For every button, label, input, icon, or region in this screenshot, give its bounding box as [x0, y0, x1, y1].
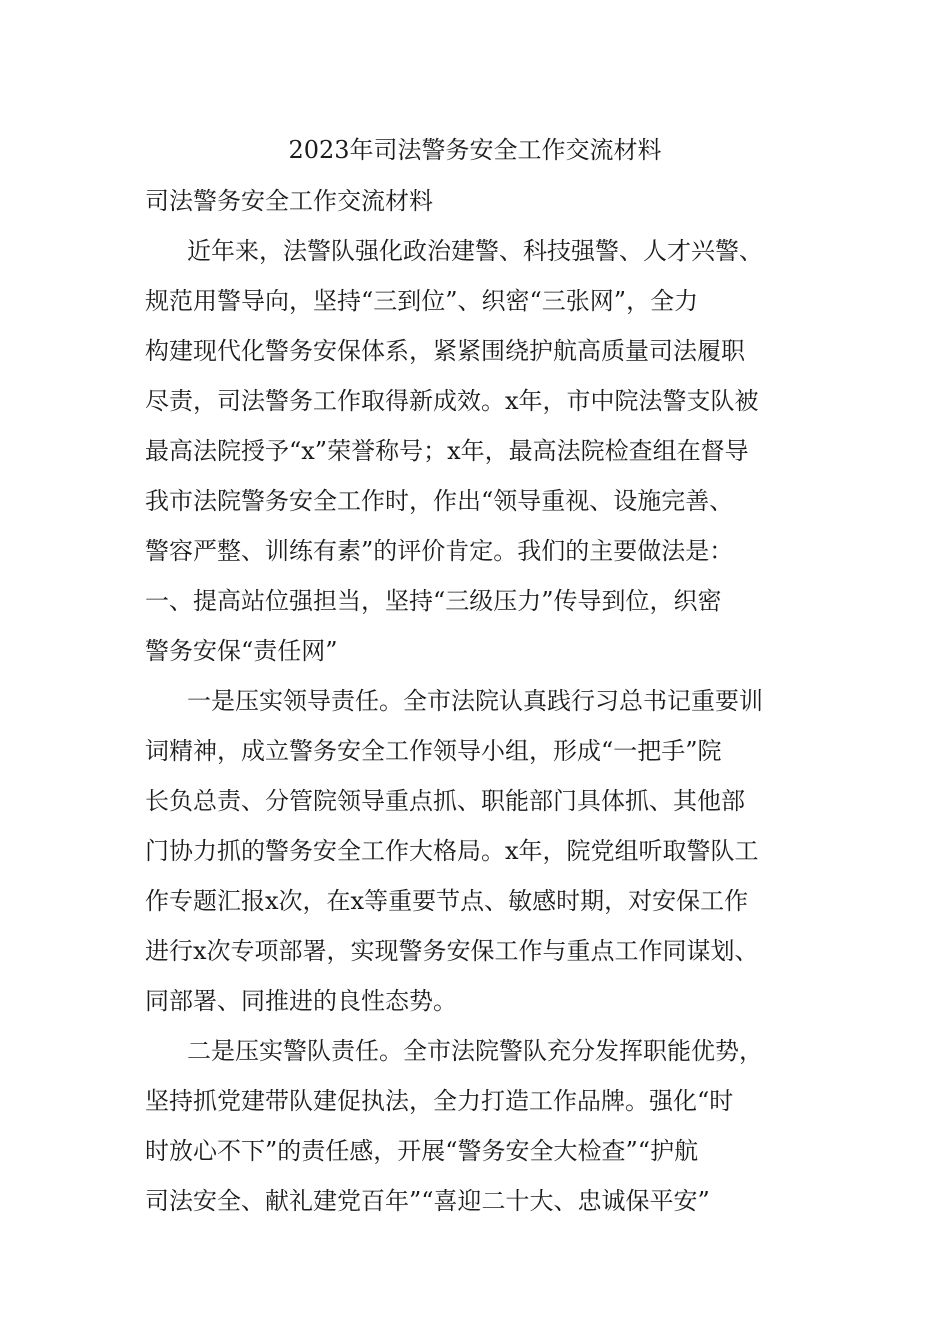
- paragraph-line: 最高法院授予“x”荣誉称号；x年，最高法院检查组在督导: [145, 437, 749, 465]
- paragraph-line: 同部署、同推进的良性态势。: [145, 987, 457, 1015]
- section-heading-line: 一、提高站位强担当，坚持“三级压力”传导到位，织密: [145, 587, 722, 615]
- paragraph-line: 进行x次专项部署，实现警务安保工作与重点工作同谋划、: [145, 937, 759, 965]
- paragraph-line: 坚持抓党建带队建促执法，全力打造工作品牌。强化“时: [145, 1087, 734, 1115]
- paragraph-line: 长负总责、分管院领导重点抓、职能部门具体抓、其他部: [145, 787, 745, 815]
- paragraph-line: 近年来，法警队强化政治建警、科技强警、人才兴警、: [187, 237, 763, 265]
- paragraph-line: 我市法院警务安全工作时，作出“领导重视、设施完善、: [145, 487, 734, 515]
- paragraph-line: 词精神，成立警务安全工作领导小组，形成“一把手”院: [145, 737, 722, 765]
- paragraph-line: 二是压实警队责任。全市法院警队充分发挥职能优势，: [187, 1037, 763, 1065]
- paragraph-line: 门协力抓的警务安全工作大格局。x年，院党组听取警队工: [145, 837, 759, 865]
- document-title: 2023年司法警务安全工作交流材料: [288, 136, 662, 164]
- paragraph-line: 时放心不下”的责任感，开展“警务安全大检查”“护航: [145, 1137, 699, 1165]
- paragraph-line: 警容严整、训练有素”的评价肯定。我们的主要做法是：: [145, 537, 734, 565]
- paragraph-line: 作专题汇报x次，在x等重要节点、敏感时期，对安保工作: [145, 887, 749, 915]
- subtitle-line: 司法警务安全工作交流材料: [145, 187, 433, 215]
- paragraph-line: 一是压实领导责任。全市法院认真践行习总书记重要训: [187, 687, 763, 715]
- paragraph-line: 尽责，司法警务工作取得新成效。x年，市中院法警支队被: [145, 387, 759, 415]
- paragraph-line: 构建现代化警务安保体系，紧紧围绕护航高质量司法履职: [145, 337, 745, 365]
- paragraph-line: 规范用警导向，坚持“三到位”、织密“三张网”，全力: [145, 287, 699, 315]
- section-heading-line: 警务安保“责任网”: [145, 637, 338, 665]
- paragraph-line: 司法安全、献礼建党百年”“喜迎二十大、忠诚保平安”: [145, 1187, 710, 1215]
